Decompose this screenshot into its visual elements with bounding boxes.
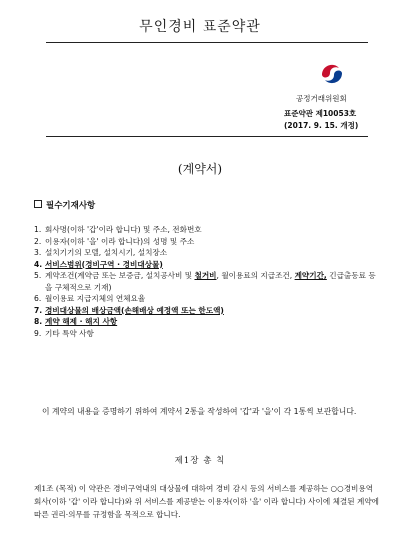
revision-date: (2017. 9. 15. 개정) bbox=[284, 121, 359, 130]
list-item: 5. 계약조건(계약금 또는 보증금, 설치공사비 및 철거비, 월이용료의 지급조건, 계약기간, 긴급출동료 등을 구체적으로 기재) bbox=[34, 271, 376, 292]
chapter-title: 제1장 총 칙 bbox=[174, 456, 226, 466]
required-items-list bbox=[34, 224, 380, 339]
ftc-logo-icon bbox=[317, 59, 347, 89]
list-item: 9. 기타 특약 사항 bbox=[34, 328, 94, 338]
list-item: 3. 설치기기의 모델, 설치시기, 설치장소 bbox=[34, 248, 168, 257]
top-rule bbox=[46, 42, 368, 43]
document-title: 무인경비 표준약관 bbox=[139, 19, 261, 35]
section-heading: 필수기재사항 bbox=[34, 199, 95, 211]
closing-paragraph: 이 계약의 내용을 증명하기 위하여 계약서 2통을 작성하여 '갑'과 '을'이 각 1통씩 보관합니다. bbox=[42, 407, 357, 416]
checkbox-square-icon bbox=[34, 200, 42, 208]
list-item: 4. 서비스범위(경비구역 · 경비대상물) bbox=[34, 259, 163, 269]
list-item: 1. 회사명(이하 '갑'이라 합니다) 및 주소, 전화번호 bbox=[34, 225, 202, 234]
list-item: 2. 이용자(이하 '을' 이라 합니다)의 성명 및 주소 bbox=[34, 236, 195, 246]
agency-name: 공정거래위원회 bbox=[296, 94, 347, 103]
standard-number: 표준약관 제10053호 bbox=[284, 109, 357, 118]
list-item: 8. 계약 해제 · 해지 사항 bbox=[34, 317, 118, 326]
article-1: 제1조 (목적) 이 약관은 경비구역내의 대상물에 대하여 경비 감시 등의 서비스를 제공하는 ○○경비용역회사(이하 '갑' 이라 합니다)와 위 서비스를 제공받는 이용자(이하 '을' 이라 합니다) 사이에 체결된 계약에 따른 권리·의무를 규정함을 목적으로 합니다. bbox=[34, 484, 379, 519]
list-item: 6. 월이용료 지급지체의 연체요율 bbox=[34, 294, 146, 303]
mid-rule bbox=[46, 136, 368, 137]
contract-subtitle: (계약서) bbox=[177, 162, 223, 176]
list-item: 7. 경비대상물의 배상금액(손해배상 예정액 또는 한도액) bbox=[34, 305, 224, 315]
